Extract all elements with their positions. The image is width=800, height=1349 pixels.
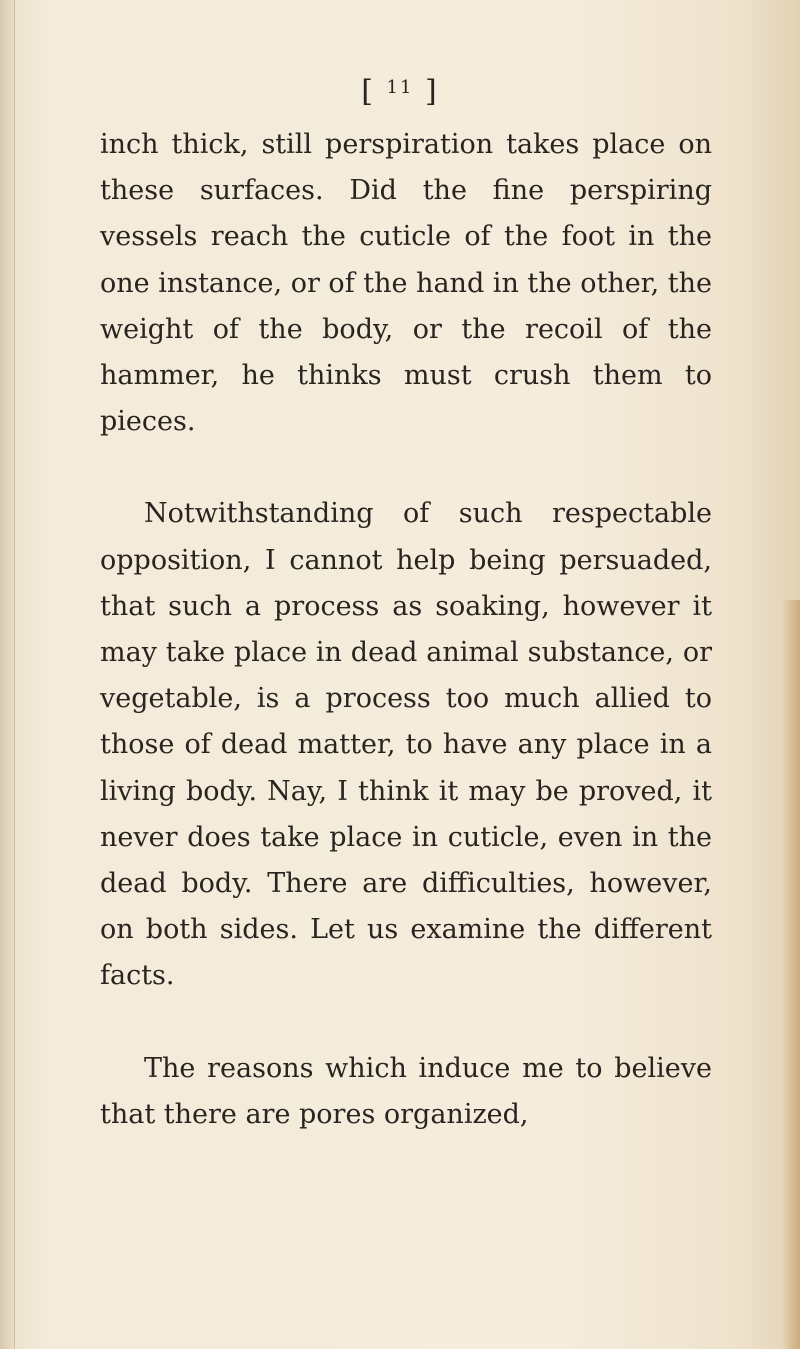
- body-text: [100, 122, 712, 1138]
- paragraph-1: inch thick, still perspiration takes place on these surfaces. Did the fine perspiring vessels reach the cuticle of the foot in the one instance, or of the hand in the other, the weight of the body, or the recoil of the hammer, he thinks must crush them to pieces.: [100, 129, 713, 438]
- paragraph-3: The reasons which induce me to believe that there are pores organized,: [100, 1052, 712, 1130]
- page-right-edge: [782, 600, 800, 1349]
- page-left-edge: [0, 0, 15, 1349]
- bracket-open: [: [361, 74, 375, 109]
- bracket-close: ]: [425, 74, 439, 109]
- paragraph-2: Notwithstanding of such respectable opposition, I cannot help being persuaded, that such a process as soaking, however it may take place in dead animal substance, or vegetable, is a process too much allied to those of dead matter, to have any place in a living body. Nay, I think it may be proved, it never does take place in cuticle, even in the dead body. There are difficulties, however, on both sides. Let us examine the different facts.: [100, 498, 712, 992]
- page-number: 11: [386, 77, 414, 98]
- page-number-header: [340, 72, 460, 112]
